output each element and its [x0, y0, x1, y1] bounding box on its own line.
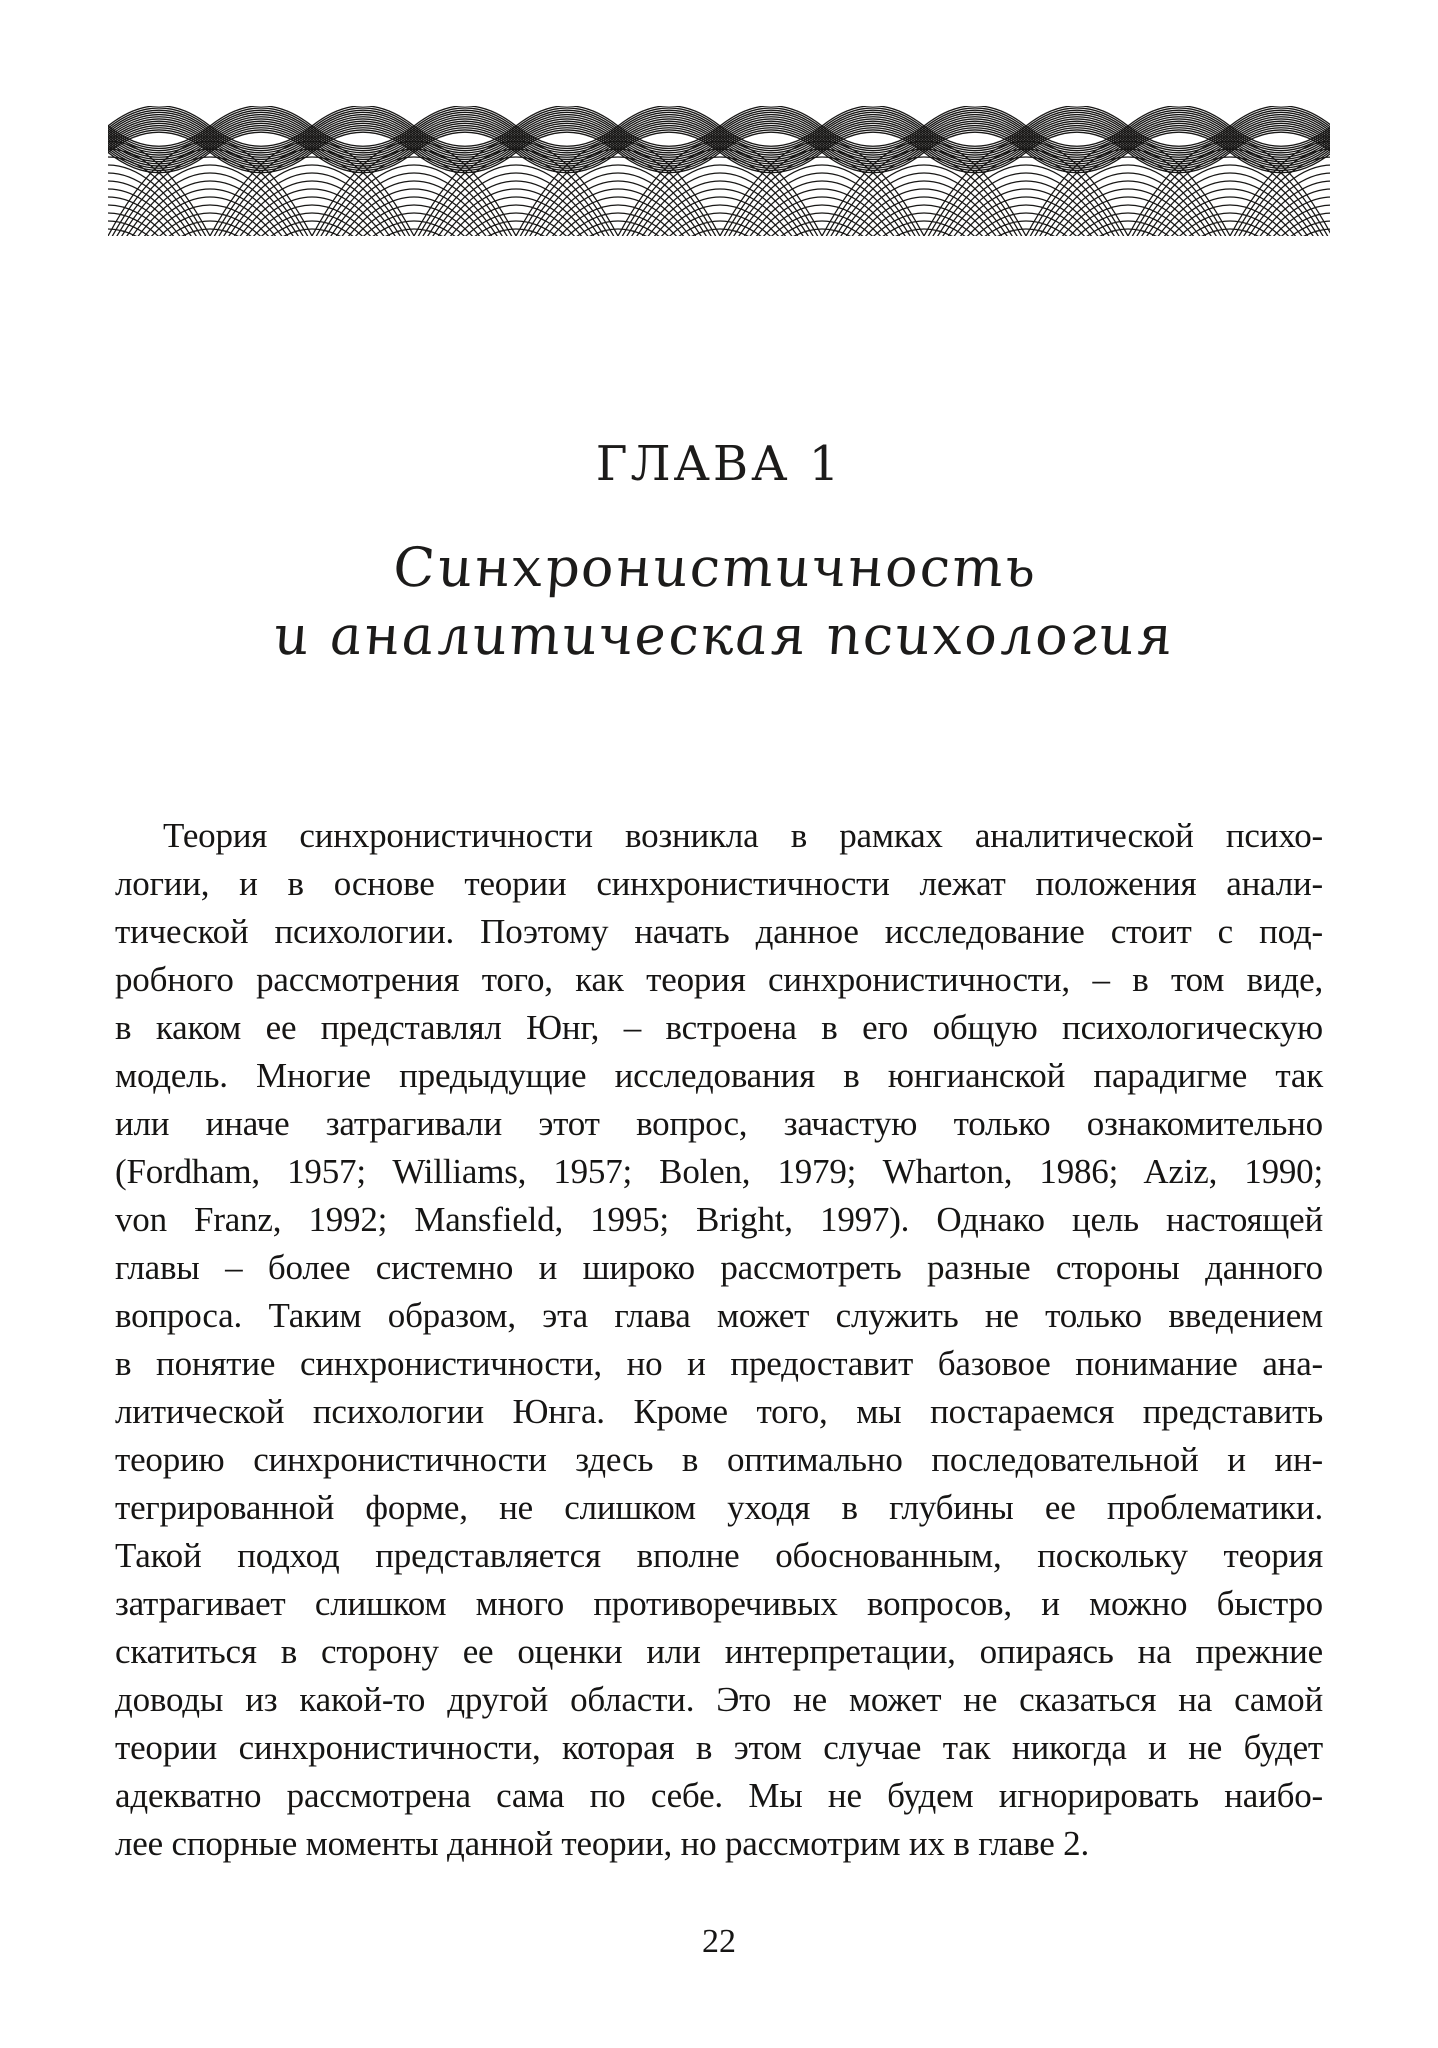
body-line: тегрированной форме, не слишком уходя в глубины ее проблематики.: [115, 1488, 1323, 1527]
body-line: тической психологии. Поэтому начать данное исследование стоит с под-: [115, 912, 1323, 951]
page-number: 22: [702, 1923, 736, 1960]
body-paragraph: [115, 812, 1323, 1868]
chapter-subtitle-line2: и аналитическая психология: [269, 604, 1177, 667]
body-line: затрагивает слишком много противоречивых вопросов, и можно быстро: [115, 1584, 1323, 1623]
body-line: скатиться в сторону ее оценки или интерпретации, опираясь на прежние: [115, 1632, 1323, 1671]
body-line: лее спорные моменты данной теории, но рассмотрим их в главе 2.: [115, 1824, 1090, 1863]
body-line: доводы из какой-то другой области. Это не может не сказаться на самой: [115, 1680, 1323, 1719]
body-line: теории синхронистичности, которая в этом случае так никогда и не будет: [115, 1728, 1323, 1767]
body-line: теорию синхронистичности здесь в оптимально последовательной и ин-: [115, 1440, 1323, 1479]
chapter-subtitle-line1: Синхронистичность: [389, 536, 1040, 599]
body-line: модель. Многие предыдущие исследования в юнгианской парадигме так: [115, 1056, 1323, 1095]
body-line: (Fordham, 1957; Williams, 1957; Bolen, 1979; Wharton, 1986; Aziz, 1990;: [115, 1152, 1323, 1191]
body-line: или иначе затрагивали этот вопрос, зачастую только ознакомительно: [115, 1104, 1323, 1143]
body-line: в каком ее представлял Юнг, – встроена в его общую психологическую: [115, 1008, 1323, 1047]
body-line: von Franz, 1992; Mansfield, 1995; Bright, 1997). Однако цель настоящей: [115, 1200, 1323, 1239]
body-line: логии, и в основе теории синхронистичности лежат положения анали-: [115, 864, 1323, 903]
body-line: Теория синхронистичности возникла в рамках аналитической психо-: [163, 816, 1323, 855]
body-line: робного рассмотрения того, как теория синхронистичности, – в том виде,: [115, 960, 1323, 999]
body-line: главы – более системно и широко рассмотреть разные стороны данного: [115, 1248, 1323, 1287]
chapter-subtitle: [107, 534, 1332, 670]
body-line: в понятие синхронистичности, но и предоставит базовое понимание ана-: [115, 1344, 1323, 1383]
body-line: Такой подход представляется вполне обоснованным, поскольку теория: [115, 1536, 1323, 1575]
header-ornament-icon: [108, 106, 1330, 236]
body-line: адекватно рассмотрена сама по себе. Мы не будем игнорировать наибо-: [115, 1776, 1323, 1815]
body-line: литической психологии Юнга. Кроме того, мы постараемся представить: [115, 1392, 1323, 1431]
chapter-title: ГЛАВА 1: [595, 436, 843, 492]
body-line: вопроса. Таким образом, эта глава может служить не только введением: [115, 1296, 1323, 1335]
